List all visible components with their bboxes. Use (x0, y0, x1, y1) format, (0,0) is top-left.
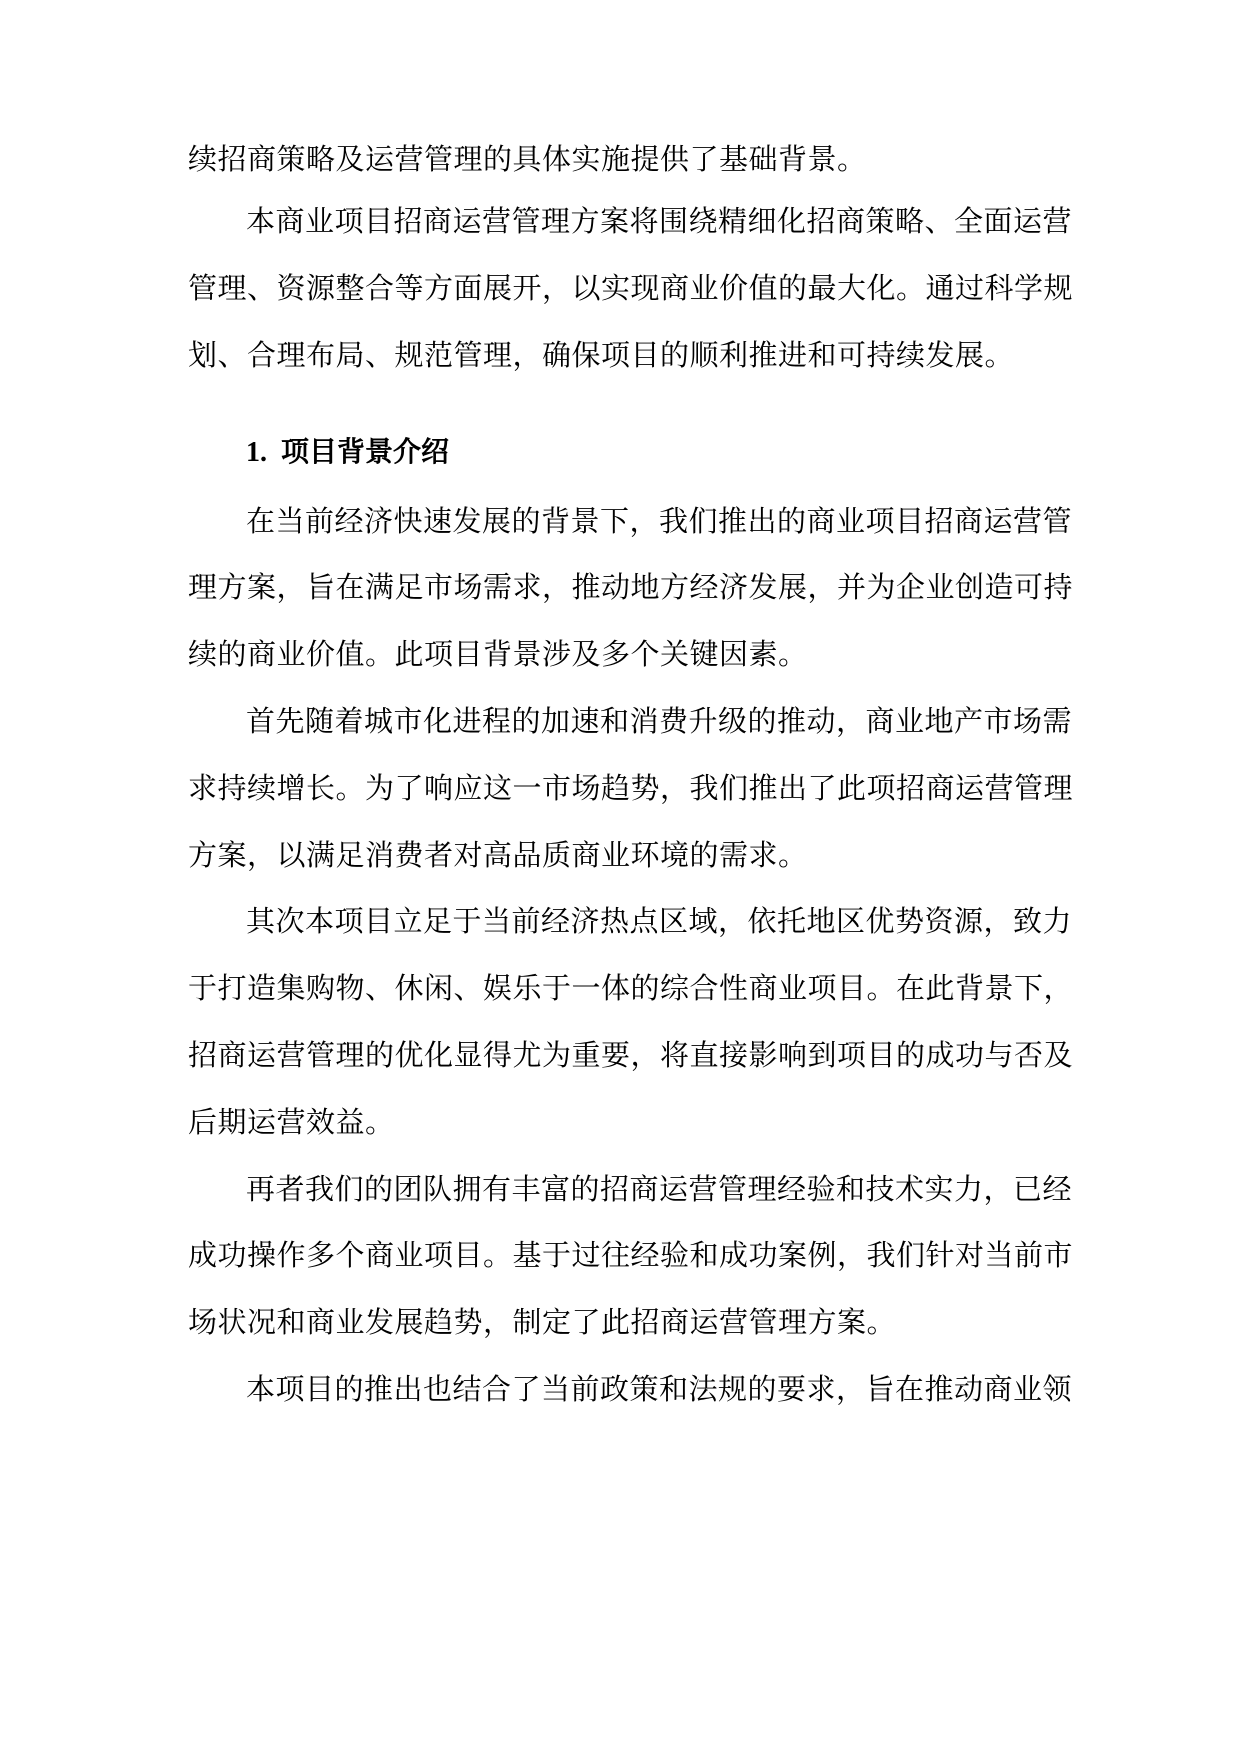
paragraph-line: 本商业项目招商运营管理方案将围绕精细化招商策略、全面运营 (246, 204, 1073, 238)
paragraph-line: 续招商策略及运营管理的具体实施提供了基础背景。 (188, 142, 867, 176)
paragraph-line: 成功操作多个商业项目。基于过往经验和成功案例，我们针对当前市 (188, 1238, 1074, 1272)
section-number: 1. (246, 437, 267, 468)
paragraph-line: 划、合理布局、规范管理，确保项目的顺利推进和可持续发展。 (188, 338, 1015, 372)
paragraph-line: 管理、资源整合等方面展开，以实现商业价值的最大化。通过科学规 (188, 271, 1074, 305)
paragraph-line: 求持续增长。为了响应这一市场趋势，我们推出了此项招商运营管理 (188, 771, 1074, 805)
paragraph-line: 招商运营管理的优化显得尤为重要，将直接影响到项目的成功与否及 (188, 1038, 1074, 1072)
paragraph-line: 其次本项目立足于当前经济热点区域，依托地区优势资源，致力 (246, 904, 1073, 938)
paragraph-line: 方案，以满足消费者对高品质商业环境的需求。 (188, 838, 808, 872)
paragraph-line: 在当前经济快速发展的背景下，我们推出的商业项目招商运营管 (246, 504, 1073, 538)
paragraph-line: 于打造集购物、休闲、娱乐于一体的综合性商业项目。在此背景下， (188, 971, 1074, 1005)
section-heading (246, 434, 449, 471)
paragraph-line: 续的商业价值。此项目背景涉及多个关键因素。 (188, 637, 808, 671)
paragraph-line: 理方案，旨在满足市场需求，推动地方经济发展，并为企业创造可持 (188, 570, 1074, 604)
paragraph-line: 后期运营效益。 (188, 1105, 395, 1139)
paragraph-line: 首先随着城市化进程的加速和消费升级的推动，商业地产市场需 (246, 704, 1073, 738)
paragraph-line: 再者我们的团队拥有丰富的招商运营管理经验和技术实力，已经 (246, 1172, 1073, 1206)
paragraph-line: 本项目的推出也结合了当前政策和法规的要求，旨在推动商业领 (246, 1372, 1073, 1406)
section-title: 项目背景介绍 (281, 435, 450, 468)
paragraph-line: 场状况和商业发展趋势，制定了此招商运营管理方案。 (188, 1305, 897, 1339)
